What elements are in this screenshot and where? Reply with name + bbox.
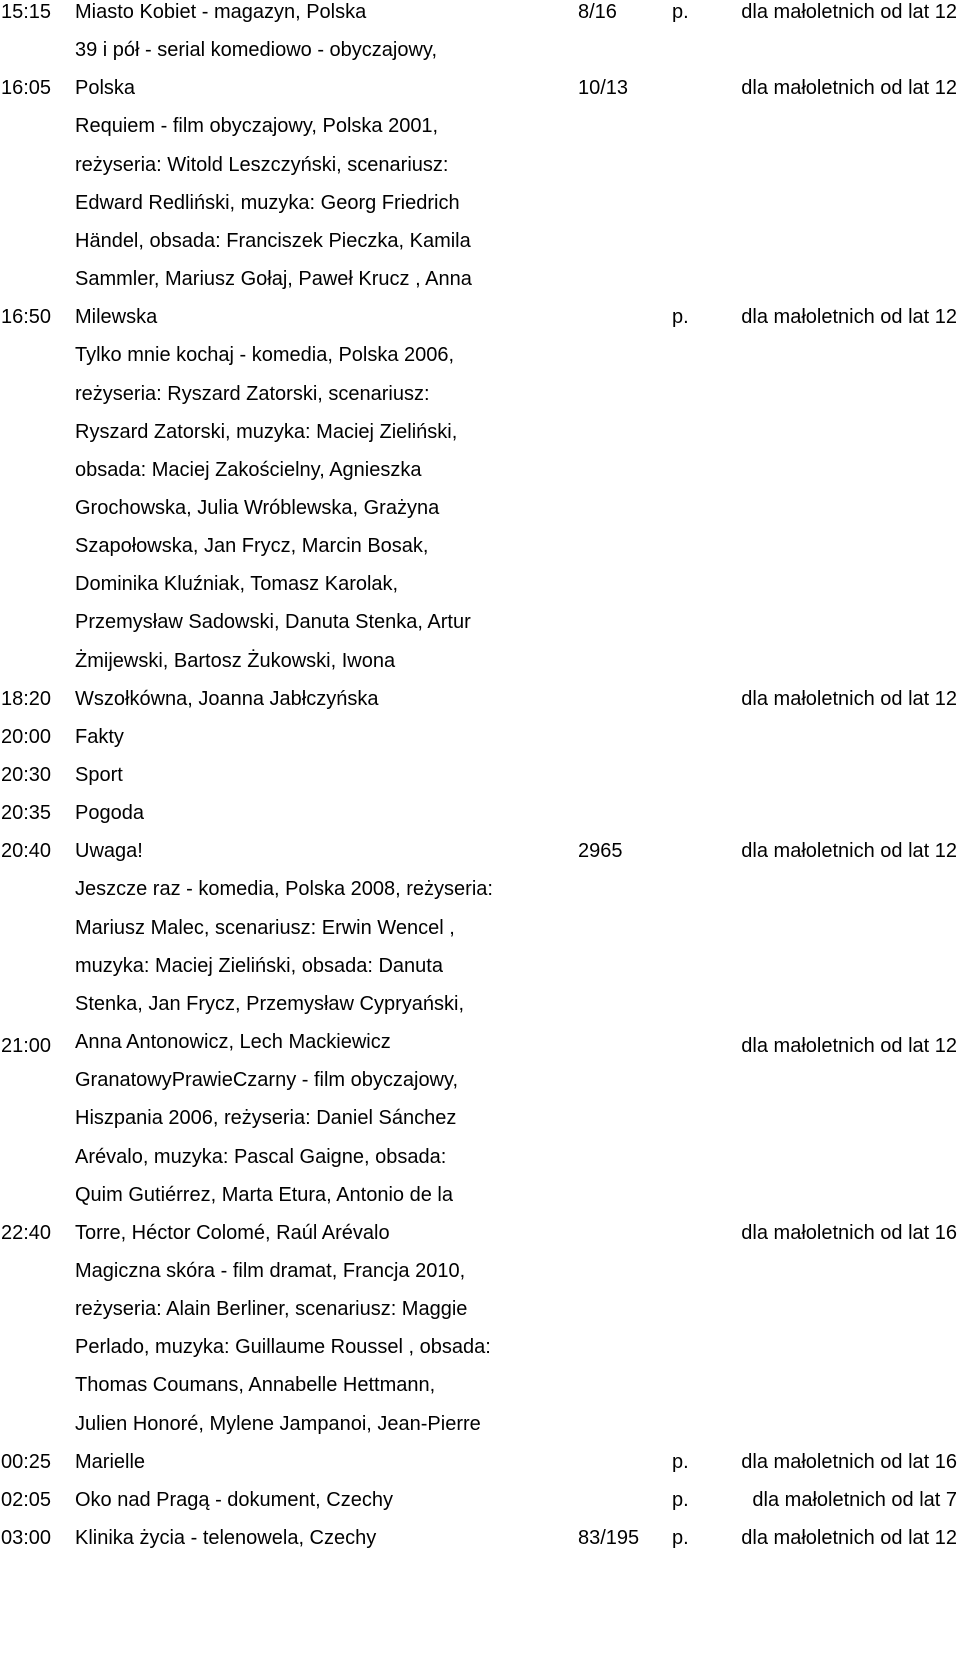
age-rating: dla małoletnich od lat 12 — [741, 687, 957, 710]
program-description-line: Thomas Coumans, Annabelle Hettmann, — [75, 1374, 436, 1397]
program-description-line: reżyseria: Witold Leszczyński, scenariusz: — [75, 153, 449, 176]
program-description-line: Pogoda — [75, 802, 144, 825]
program-time: 20:40 — [1, 840, 52, 863]
program-description-line: Stenka, Jan Frycz, Przemysław Cypryański, — [75, 992, 464, 1015]
program-description-line: Uwaga! — [75, 840, 143, 863]
program-description-line: Quim Gutiérrez, Marta Etura, Antonio de la — [75, 1183, 453, 1206]
program-time: 18:20 — [1, 687, 52, 710]
program-time: 20:00 — [1, 725, 52, 748]
program-description-line: Marielle — [75, 1450, 146, 1473]
episode-number: 8/16 — [578, 1, 617, 23]
program-description-line: Miasto Kobiet - magazyn, Polska — [75, 1, 367, 23]
program-description-line: Dominika Kluźniak, Tomasz Karolak, — [75, 573, 399, 596]
program-description-line: Ryszard Zatorski, muzyka: Maciej Zieliński, — [75, 420, 458, 443]
program-time: 16:05 — [1, 77, 52, 100]
program-time: 20:30 — [1, 764, 52, 786]
age-rating: dla małoletnich od lat 12 — [741, 1035, 957, 1057]
premiere-marker: p. — [672, 1, 689, 23]
age-rating: dla małoletnich od lat 12 — [741, 1, 957, 23]
premiere-marker: p. — [672, 1488, 689, 1511]
program-time: 16:50 — [1, 306, 52, 329]
program-time: 21:00 — [1, 1035, 52, 1057]
program-description-line: GranatowyPrawieCzarny - film obyczajowy, — [75, 1069, 459, 1092]
program-description-line: Wszołkówna, Joanna Jabłczyńska — [75, 687, 379, 710]
age-rating: dla małoletnich od lat 12 — [741, 1527, 957, 1549]
program-description-line: Requiem - film obyczajowy, Polska 2001, — [75, 115, 439, 138]
program-description-line: Przemysław Sadowski, Danuta Stenka, Artur — [75, 611, 471, 634]
program-description-line: obsada: Maciej Zakościelny, Agnieszka — [75, 458, 422, 481]
program-description-line: Tylko mnie kochaj - komedia, Polska 2006, — [75, 344, 455, 367]
program-description-line: Klinika życia - telenowela, Czechy — [75, 1527, 377, 1549]
program-description-line: Żmijewski, Bartosz Żukowski, Iwona — [75, 649, 396, 672]
program-description-line: Anna Antonowicz, Lech Mackiewicz — [75, 1031, 391, 1053]
age-rating: dla małoletnich od lat 12 — [741, 306, 957, 329]
program-description-line: Mariusz Malec, scenariusz: Erwin Wencel , — [75, 916, 455, 939]
program-description-line: Grochowska, Julia Wróblewska, Grażyna — [75, 496, 440, 519]
program-description-line: Julien Honoré, Mylene Jampanoi, Jean-Pierre — [75, 1412, 481, 1435]
program-description-line: Szapołowska, Jan Frycz, Marcin Bosak, — [75, 535, 429, 558]
age-rating: dla małoletnich od lat 7 — [752, 1488, 957, 1511]
program-description-line: Arévalo, muzyka: Pascal Gaigne, obsada: — [75, 1145, 447, 1168]
program-description-line: Oko nad Pragą - dokument, Czechy — [75, 1488, 393, 1511]
program-description-line: Sammler, Mariusz Gołaj, Paweł Krucz , Anna — [75, 268, 472, 290]
program-description-line: Edward Redliński, muzyka: Georg Friedrich — [75, 191, 460, 214]
episode-number: 2965 — [578, 840, 623, 863]
program-description-line: 39 i pół - serial komediowo - obyczajowy, — [75, 39, 438, 62]
program-time: 22:40 — [1, 1221, 52, 1244]
program-time: 02:05 — [1, 1488, 52, 1511]
program-description-line: Magiczna skóra - film dramat, Francja 2010, — [75, 1260, 466, 1282]
program-description-line: reżyseria: Ryszard Zatorski, scenariusz: — [75, 382, 430, 405]
program-time: 00:25 — [1, 1450, 52, 1473]
age-rating: dla małoletnich od lat 12 — [741, 840, 957, 863]
program-description-line: Sport — [75, 764, 123, 786]
premiere-marker: p. — [672, 1527, 689, 1549]
program-time: 15:15 — [1, 1, 52, 23]
program-time: 03:00 — [1, 1527, 52, 1549]
program-description-line: reżyseria: Alain Berliner, scenariusz: Maggie — [75, 1298, 468, 1321]
program-description-line: Polska — [75, 77, 136, 100]
program-description-line: Milewska — [75, 306, 158, 329]
program-description-line: Händel, obsada: Franciszek Pieczka, Kamila — [75, 229, 471, 252]
age-rating: dla małoletnich od lat 12 — [741, 77, 957, 100]
episode-number: 83/195 — [578, 1527, 640, 1549]
program-time: 20:35 — [1, 802, 52, 825]
episode-number: 10/13 — [578, 77, 629, 100]
program-description-line: Perlado, muzyka: Guillaume Roussel , obsada: — [75, 1336, 491, 1359]
program-description-line: Hiszpania 2006, reżyseria: Daniel Sánchez — [75, 1107, 457, 1130]
premiere-marker: p. — [672, 1450, 689, 1473]
program-description-line: muzyka: Maciej Zieliński, obsada: Danuta — [75, 954, 443, 977]
premiere-marker: p. — [672, 306, 689, 329]
age-rating: dla małoletnich od lat 16 — [741, 1450, 957, 1473]
age-rating: dla małoletnich od lat 16 — [741, 1221, 957, 1244]
program-description-line: Fakty — [75, 725, 124, 748]
program-description-line: Jeszcze raz - komedia, Polska 2008, reżyseria: — [75, 878, 493, 901]
program-description-line: Torre, Héctor Colomé, Raúl Arévalo — [75, 1221, 390, 1244]
